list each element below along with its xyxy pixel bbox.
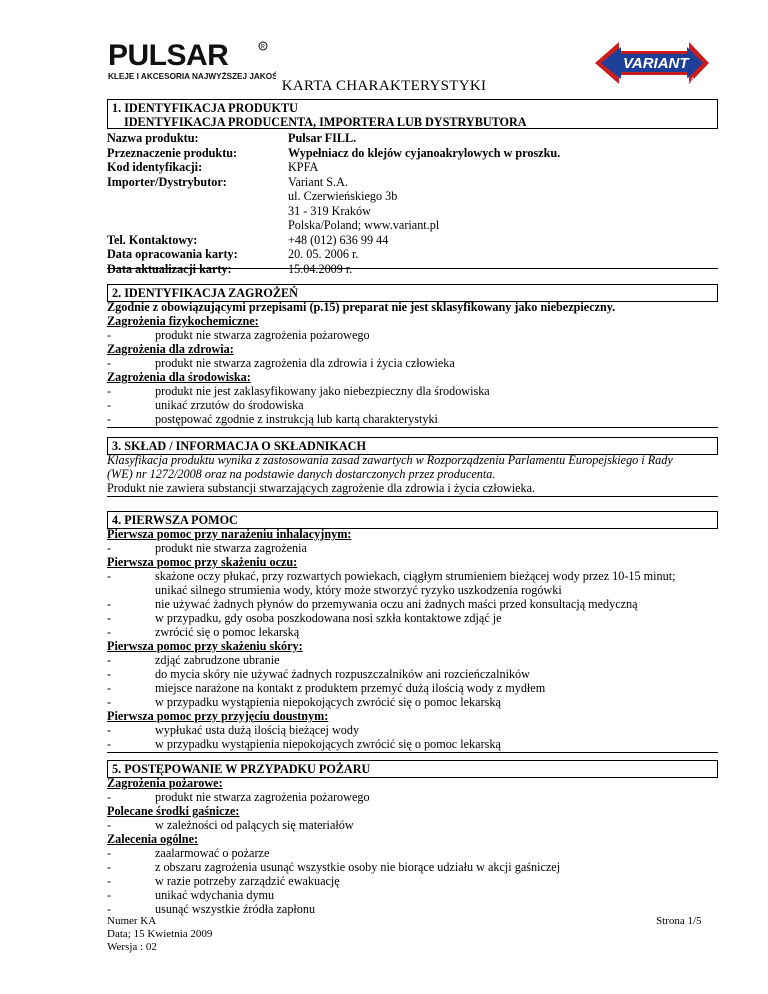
- section-3-header: 3. SKŁAD / INFORMACJA O SKŁADNIKACH: [107, 437, 718, 455]
- field-value: ul. Czerwieńskiego 3b: [288, 189, 398, 203]
- list-item: wypłukać usta dużą ilością bieżącej wody: [155, 723, 360, 737]
- list-item: zdjąć zabrudzone ubranie: [155, 653, 280, 667]
- field-value: Wypełniacz do klejów cyjanoakrylowych w proszku.: [288, 145, 561, 160]
- dash: -: [107, 653, 112, 667]
- list-item: w przypadku, gdy osoba poszkodowana nosi szkła kontaktowe zdjąć je: [155, 611, 502, 625]
- document-title: KARTA CHARAKTERYSTYKI: [281, 78, 487, 94]
- field-value: KPFA: [288, 160, 319, 174]
- dash: -: [107, 846, 112, 860]
- section-4-header: 4. PIERWSZA POMOC: [107, 511, 718, 529]
- list-item: do mycia skóry nie używać żadnych rozpuszczalników ani rozcieńczalników: [155, 667, 530, 681]
- svg-text:KLEJE I AKCESORIA NAJWYŻSZEJ J: KLEJE I AKCESORIA NAJWYŻSZEJ JAKOŚCI: [108, 72, 276, 81]
- footer-date: Data; 15 Kwietnia 2009: [107, 928, 213, 940]
- section-1-title: 1. IDENTYFIKACJA PRODUKTU: [112, 101, 298, 115]
- list-item: w zależności od palących się materiałów: [155, 818, 354, 832]
- heading-inhalation: Pierwsza pomoc przy narażeniu inhalacyjnym:: [107, 527, 352, 541]
- composition-note-line2: (WE) nr 1272/2008 oraz na podstawie danych dostarczonych przez producenta.: [107, 467, 496, 481]
- field-label: Przeznaczenie produktu:: [107, 145, 238, 160]
- dash: -: [107, 398, 112, 412]
- svg-text:S.A.: S.A.: [685, 78, 697, 84]
- list-item: w razie potrzeby zarządzić ewakuację: [155, 874, 340, 888]
- list-item: w przypadku wystąpienia niepokojących zwrócić się o pomoc lekarską: [155, 737, 501, 751]
- heading-eyes: Pierwsza pomoc przy skażeniu oczu:: [107, 555, 298, 569]
- composition-statement: Produkt nie zawiera substancji stwarzających zagrożenie dla zdrowia i życia człowieka.: [107, 481, 536, 495]
- list-item: unikać wdychania dymu: [155, 888, 275, 902]
- list-item: produkt nie jest zaklasyfikowany jako niebezpieczny dla środowiska: [155, 384, 490, 398]
- heading-fire-hazards: Zagrożenia pożarowe:: [107, 776, 223, 790]
- field-label: Tel. Kontaktowy:: [107, 232, 198, 247]
- field-label: Kod identyfikacji:: [107, 160, 203, 174]
- svg-text:VARIANT: VARIANT: [623, 55, 689, 72]
- section-5-header: 5. POSTĘPOWANIE W PRZYPADKU POŻARU: [107, 760, 718, 778]
- dash: -: [107, 541, 112, 555]
- field-value: +48 (012) 636 99 44: [288, 232, 389, 247]
- list-item: skażone oczy płukać, przy rozwartych powiekach, ciągłym strumieniem bieżącej wody przez 10-15 minut;: [155, 569, 676, 583]
- dash: -: [107, 356, 112, 370]
- dash: -: [107, 597, 112, 611]
- footer-document-number: Numer KA: [107, 915, 157, 927]
- svg-text:PULSAR: PULSAR: [108, 39, 229, 72]
- svg-text:R: R: [260, 44, 265, 51]
- field-value: 15.04.2009 r.: [288, 261, 353, 276]
- list-item: produkt nie stwarza zagrożenia dla zdrowia i życia człowieka: [155, 356, 455, 370]
- list-item: postępować zgodnie z instrukcją lub kartą charakterystyki: [155, 412, 438, 426]
- heading-skin: Pierwsza pomoc przy skażeniu skóry:: [107, 639, 303, 653]
- dash: -: [107, 625, 112, 639]
- hazard-intro: Zgodnie z obowiązującymi przepisami (p.15) preparat nie jest sklasyfikowany jako niebezpieczny.: [107, 300, 616, 314]
- dash: -: [107, 328, 112, 342]
- section-2-header: 2. IDENTYFIKACJA ZAGROŻEŃ: [107, 284, 718, 302]
- field-label: Data opracowania karty:: [107, 247, 238, 261]
- section-1-subtitle: IDENTYFIKACJA PRODUCENTA, IMPORTERA LUB DYSTRYBUTORA: [124, 115, 527, 129]
- composition-note-line1: Klasyfikacja produktu wynika z zastosowania zasad zawartych w Rozporządzeniu Parlamentu Europejskiego i Rady: [107, 453, 673, 467]
- dash: -: [107, 611, 112, 625]
- section-1-header: [107, 99, 718, 129]
- list-item: miejsce narażone na kontakt z produktem przemyć dużą ilością wody z mydłem: [155, 681, 546, 695]
- dash: -: [107, 723, 112, 737]
- field-value: 20. 05. 2006 r.: [288, 247, 359, 261]
- divider: [107, 752, 718, 753]
- heading-physicochemical: Zagrożenia fizykochemiczne:: [107, 314, 259, 328]
- dash: -: [107, 695, 112, 709]
- dash: -: [107, 902, 112, 916]
- divider: [107, 268, 718, 269]
- dash: -: [107, 569, 112, 583]
- dash: -: [107, 874, 112, 888]
- list-item: produkt nie stwarza zagrożenia: [155, 541, 307, 555]
- list-item: usunąć wszystkie źródła zapłonu: [155, 902, 316, 916]
- dash: -: [107, 818, 112, 832]
- field-value: Pulsar FILL.: [288, 131, 357, 145]
- dash: -: [107, 888, 112, 902]
- heading-environment: Zagrożenia dla środowiska:: [107, 370, 251, 384]
- field-label: Data aktualizacji karty:: [107, 261, 232, 276]
- footer-version: Wersja : 02: [107, 941, 157, 953]
- field-label: Nazwa produktu:: [107, 131, 199, 145]
- list-item: produkt nie stwarza zagrożenia pożarowego: [155, 790, 370, 804]
- list-item: unikać zrzutów do środowiska: [155, 398, 304, 412]
- dash: -: [107, 667, 112, 681]
- footer-page-number: Strona 1/5: [656, 915, 702, 927]
- list-item: zaalarmować o pożarze: [155, 846, 270, 860]
- divider: [107, 496, 718, 497]
- field-value: 31 - 319 Kraków: [288, 203, 371, 218]
- heading-ingestion: Pierwsza pomoc przy przyjęciu doustnym:: [107, 709, 329, 723]
- list-item-continued: unikać silnego strumienia wody, który może stworzyć ryzyko uszkodzenia rogówki: [155, 583, 562, 597]
- dash: -: [107, 737, 112, 751]
- list-item: z obszaru zagrożenia usunąć wszystkie osoby nie biorące udziału w akcji gaśniczej: [155, 860, 561, 874]
- dash: -: [107, 681, 112, 695]
- dash: -: [107, 860, 112, 874]
- list-item: zwrócić się o pomoc lekarską: [155, 625, 300, 639]
- field-value: Polska/Poland; www.variant.pl: [288, 218, 440, 232]
- list-item: w przypadku wystąpienia niepokojących zwrócić się o pomoc lekarską: [155, 695, 501, 709]
- dash: -: [107, 790, 112, 804]
- dash: -: [107, 384, 112, 398]
- heading-general-recommendations: Zalecenia ogólne:: [107, 832, 199, 846]
- dash: -: [107, 412, 112, 426]
- divider: [107, 427, 718, 428]
- list-item: produkt nie stwarza zagrożenia pożarowego: [155, 328, 370, 342]
- field-label: Importer/Dystrybutor:: [107, 174, 227, 189]
- heading-extinguishing-media: Polecane środki gaśnicze:: [107, 804, 240, 818]
- field-value: Variant S.A.: [288, 174, 348, 189]
- heading-health: Zagrożenia dla zdrowia:: [107, 342, 234, 356]
- list-item: nie używać żadnych płynów do przemywania oczu ani żadnych maści przed konsultacją medyczną: [155, 597, 638, 611]
